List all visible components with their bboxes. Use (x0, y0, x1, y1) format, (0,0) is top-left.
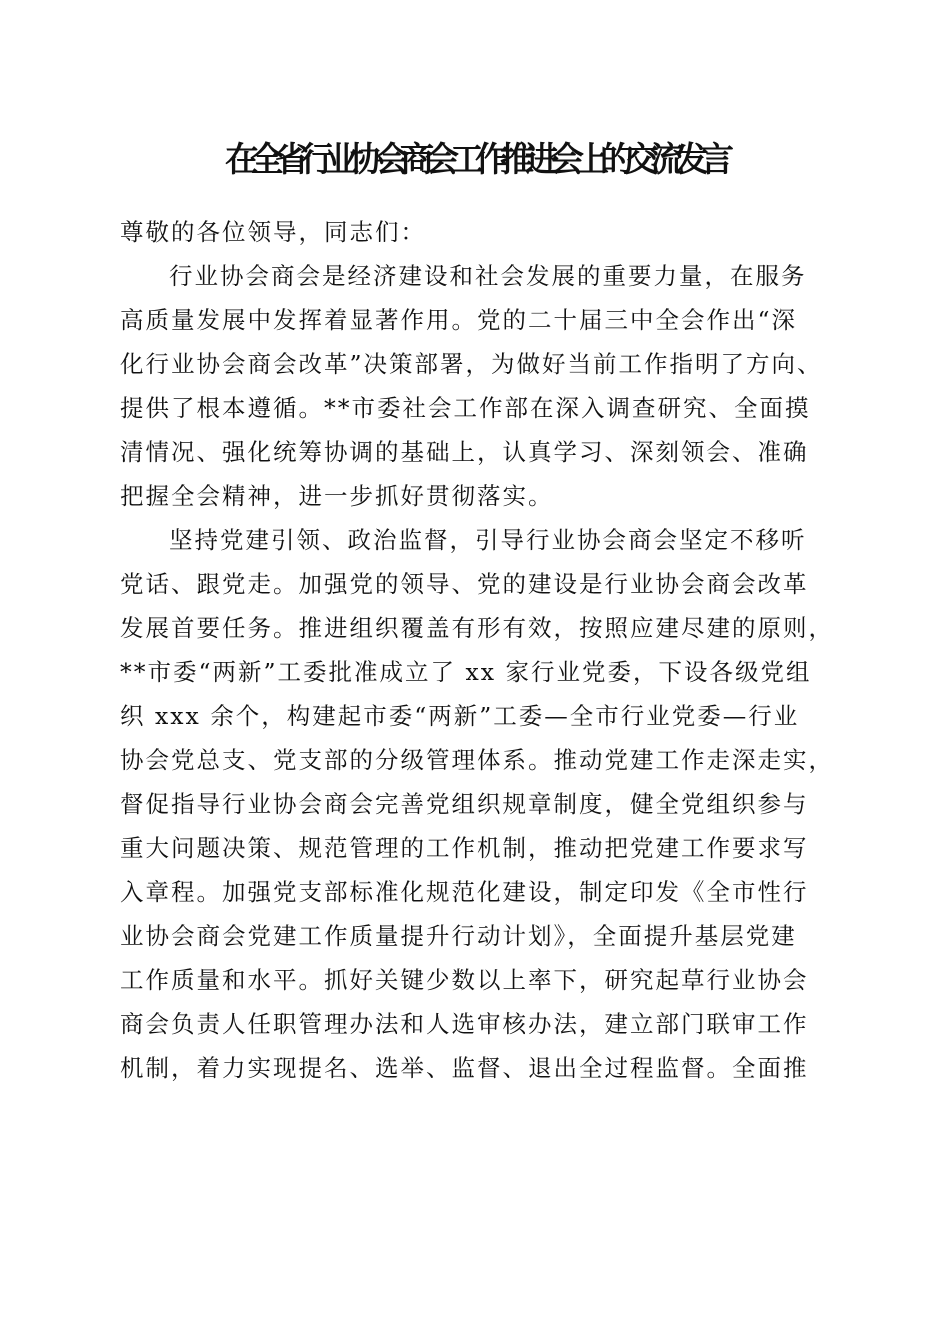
body-text-line: 化行业协会商会改革”决策部署，为做好当前工作指明了方向、 (120, 350, 823, 378)
body-text-line: 机制，着力实现提名、选举、监督、退出全过程监督。全面推 (120, 1054, 809, 1082)
body-text-line: 督促指导行业协会商会完善党组织规章制度，健全党组织参与 (120, 790, 809, 818)
salutation-line: 尊敬的各位领导，同志们： (120, 218, 426, 246)
body-text-line: 织 xxx 余个，构建起市委“两新”工委—全市行业党委—行业 (120, 702, 800, 730)
body-text-line: 把握全会精神，进一步抓好贯彻落实。 (120, 482, 554, 510)
body-text-line: 入章程。加强党支部标准化规范化建设，制定印发《全市性行 (120, 878, 809, 906)
body-text-line: 坚持党建引领、政治监督，引导行业协会商会坚定不移听 (169, 526, 807, 554)
document-title: 在全省行业协会商会工作推进会上的交流发言 (225, 140, 725, 180)
document-body (120, 210, 834, 1090)
body-text-line: 高质量发展中发挥着显著作用。党的二十届三中全会作出“深 (120, 306, 798, 334)
body-text-line: 发展首要任务。推进组织覆盖有形有效，按照应建尽建的原则， (120, 614, 834, 642)
body-text-line: 商会负责人任职管理办法和人选审核办法，建立部门联审工作 (120, 1010, 809, 1038)
body-text-line: 业协会商会党建工作质量提升行动计划》，全面提升基层党建 (120, 922, 797, 950)
body-text-line: 行业协会商会是经济建设和社会发展的重要力量，在服务 (169, 262, 807, 290)
body-text-line: 提供了根本遵循。**市委社会工作部在深入调查研究、全面摸 (120, 394, 811, 422)
body-text-line: 协会党总支、党支部的分级管理体系。推动党建工作走深走实， (120, 746, 834, 774)
body-text-line: 重大问题决策、规范管理的工作机制，推动把党建工作要求写 (120, 834, 809, 862)
body-text-line: 清情况、强化统筹协调的基础上，认真学习、深刻领会、准确 (120, 438, 809, 466)
body-text-line: **市委“两新”工委批准成立了 xx 家行业党委，下设各级党组 (120, 658, 812, 686)
body-text-line: 党话、跟党走。加强党的领导、党的建设是行业协会商会改革 (120, 570, 809, 598)
body-text-line: 工作质量和水平。抓好关键少数以上率下，研究起草行业协会 (120, 966, 809, 994)
